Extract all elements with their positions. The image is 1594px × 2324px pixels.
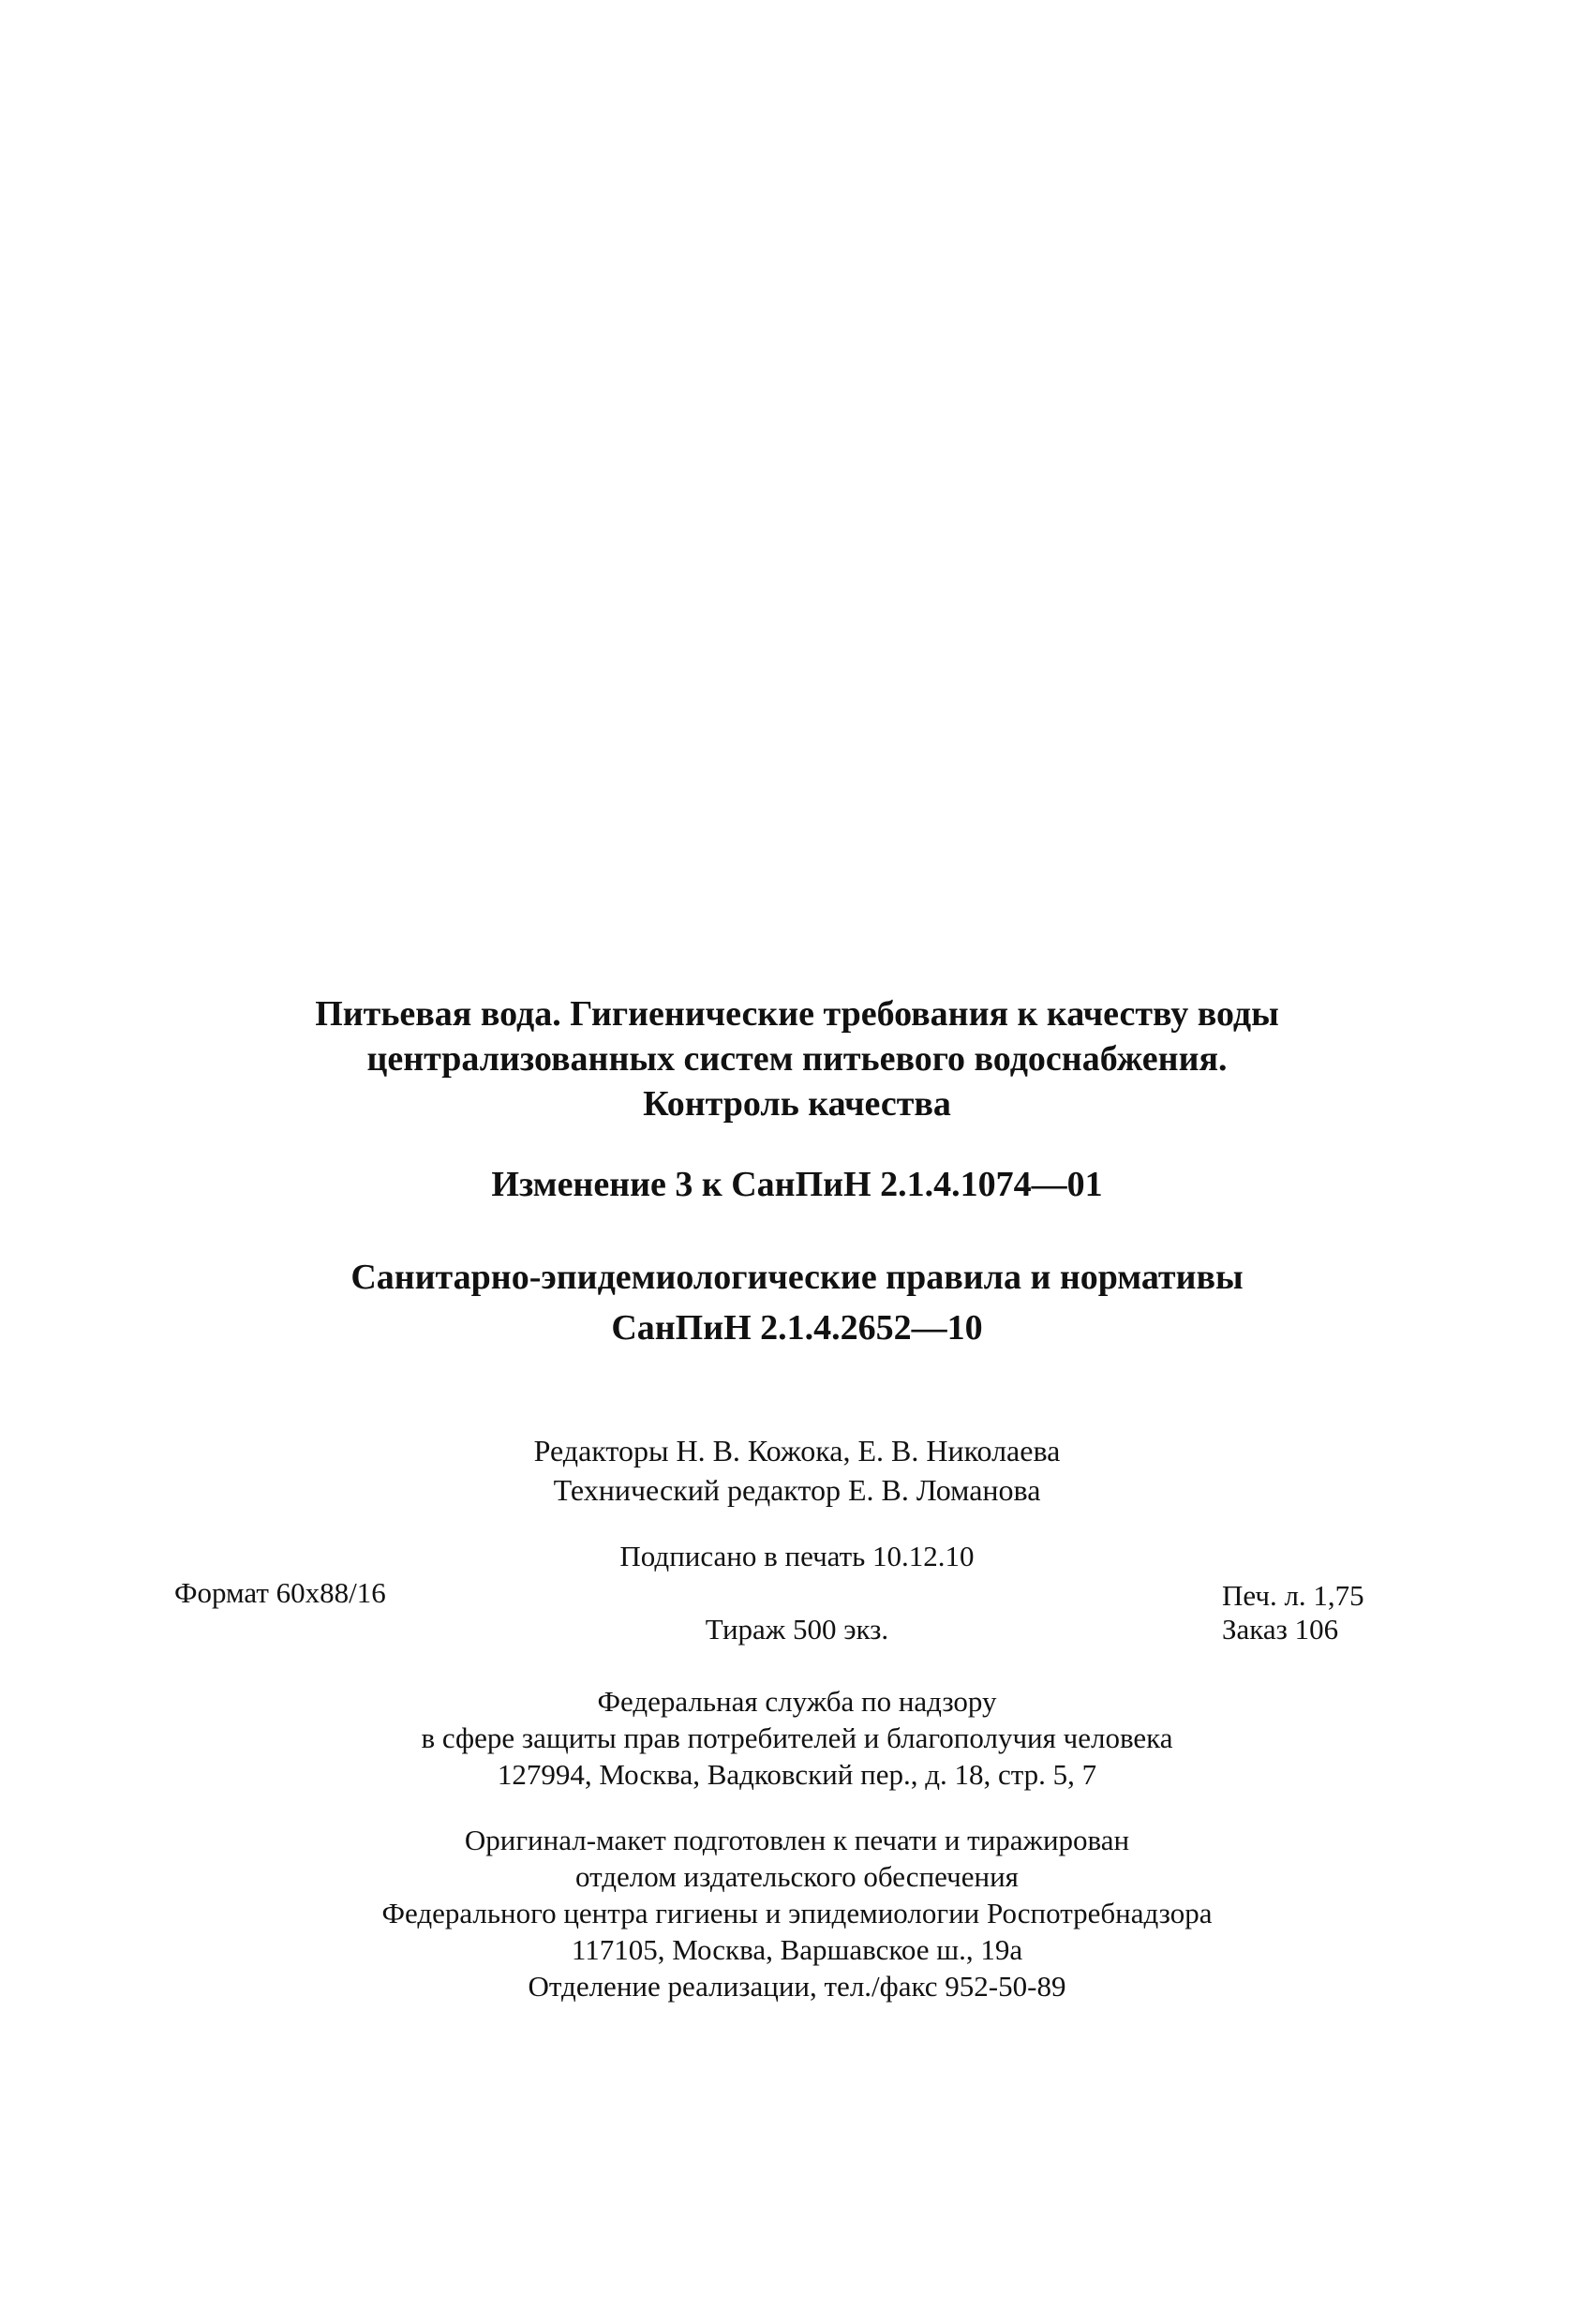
rules-heading [141, 1252, 1453, 1353]
title-line-2: централизованных систем питьевого водоснабжения. [366, 1039, 1228, 1079]
editors-credits [141, 1431, 1453, 1510]
signed-for-print: Подписано в печать 10.12.10 [619, 1540, 975, 1572]
printer-line-2: отделом издательского обеспечения [575, 1860, 1019, 1893]
order-number: Заказ 106 [1222, 1613, 1339, 1646]
printer-line-1: Оригинал-макет подготовлен к печати и тиражирован [464, 1824, 1130, 1856]
publisher-line-2: в сфере защиты прав потребителей и благополучия человека [421, 1721, 1173, 1754]
printer-line-5: Отделение реализации, тел./факс 952-50-89 [528, 1970, 1066, 2003]
printed-sheets: Печ. л. 1,75 [1222, 1579, 1364, 1612]
paper-format: Формат 60x88/16 [174, 1576, 386, 1609]
tech-editor-line: Технический редактор Е. В. Ломанова [553, 1473, 1041, 1507]
document-title [141, 991, 1453, 1126]
rules-line-1: Санитарно-эпидемиологические правила и нормативы [350, 1258, 1244, 1297]
publisher-line-3: 127994, Москва, Вадковский пер., д. 18, стр. 5, 7 [497, 1758, 1097, 1791]
print-run: Тираж 500 экз. [705, 1613, 889, 1646]
publisher-line-1: Федеральная служба по надзору [597, 1685, 997, 1718]
printer-line-4: 117105, Москва, Варшавское ш., 19а [571, 1933, 1023, 1966]
editors-line: Редакторы Н. В. Кожока, Е. В. Николаева [533, 1434, 1061, 1467]
printer-info [141, 1822, 1453, 2004]
amendment-heading: Изменение 3 к СанПиН 2.1.4.1074—01 [491, 1165, 1103, 1204]
printer-line-3: Федерального центра гигиены и эпидемиологии Роспотребнадзора [381, 1897, 1213, 1929]
rules-line-2: СанПиН 2.1.4.2652—10 [611, 1308, 983, 1348]
title-line-1: Питьевая вода. Гигиенические требования к качеству воды [315, 994, 1279, 1034]
publisher-info [141, 1683, 1453, 1793]
title-line-3: Контроль качества [643, 1084, 951, 1124]
